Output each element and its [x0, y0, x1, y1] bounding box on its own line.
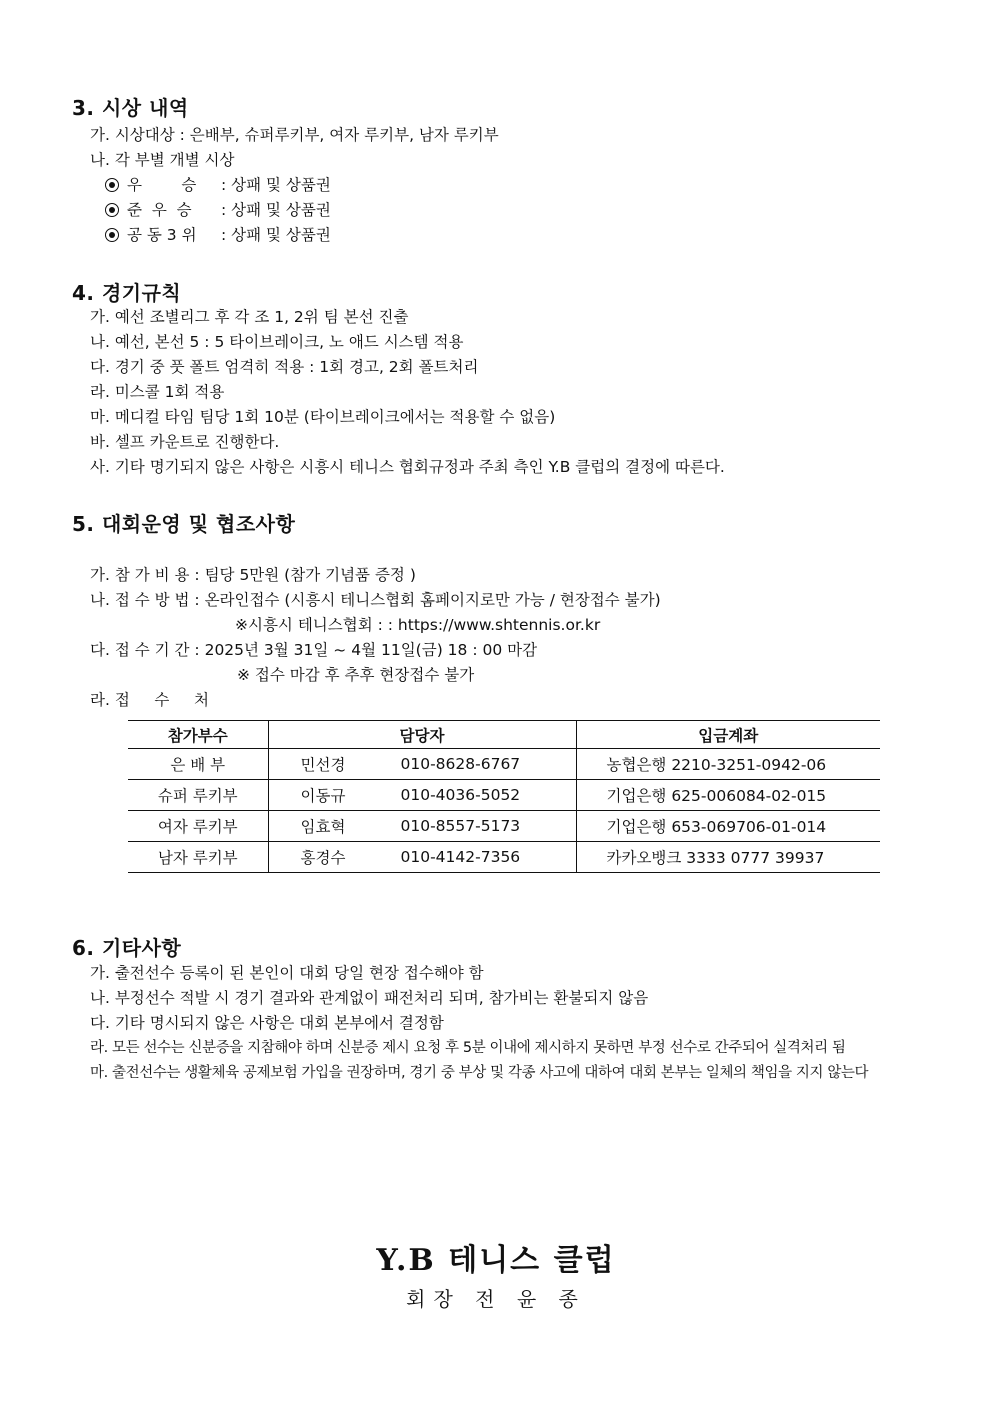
- manager-phone: 010-8628-6767: [400, 755, 521, 773]
- manager-cell: [268, 842, 576, 873]
- note-item: 라. 모든 선수는 신분증을 지참해야 하며 신분증 제시 요청 후 5분 이내에 제시하지 못하면 부정 선수로 간주되어 실격처리 됨: [90, 1040, 846, 1056]
- registration-table: [128, 720, 880, 873]
- radio-bullet-icon: [105, 178, 119, 192]
- section-3-title: 3. 시상 내역: [72, 96, 189, 120]
- entry-method: 나. 접 수 방 법 : 온라인접수 (시흥시 테니스협회 홈페이지로만 가능 / 현장접수 불가): [90, 591, 661, 609]
- division-cell: 남자 루키부: [128, 842, 268, 873]
- column-header: 입금계좌: [576, 721, 880, 749]
- awards-target: 가. 시상대상 : 은배부, 슈퍼루키부, 여자 루키부, 남자 루키부: [90, 126, 499, 144]
- manager-cell: [268, 749, 576, 780]
- table-row: [128, 780, 880, 811]
- manager-cell: [268, 811, 576, 842]
- note-item: 다. 기타 명시되지 않은 사항은 대회 본부에서 결정함: [90, 1014, 444, 1032]
- manager-phone: 010-4036-5052: [400, 786, 521, 804]
- rule-item: 다. 경기 중 풋 폴트 엄격히 적용 : 1회 경고, 2회 폴트처리: [90, 358, 479, 376]
- club-name: Y.B 테니스 클럽: [376, 1243, 616, 1278]
- awards-per-division: 나. 각 부별 개별 시상: [90, 151, 235, 169]
- entry-period-note: ※ 접수 마감 후 추후 현장접수 불가: [237, 666, 475, 684]
- note-item: 마. 출전선수는 생활체육 공제보험 가입을 권장하며, 경기 중 부상 및 각종 사고에 대하여 대회 본부는 일체의 책임을 지지 않는다: [90, 1065, 869, 1081]
- manager-name: 이동규: [300, 787, 346, 805]
- entry-fee: 가. 참 가 비 용 : 팀당 5만원 (참가 기념품 증정 ): [90, 566, 416, 584]
- section-5-title: 5. 대회운영 및 협조사항: [72, 512, 296, 536]
- manager-name: 민선경: [300, 756, 346, 774]
- table-header-row: [128, 721, 880, 749]
- manager-phone: 010-4142-7356: [400, 848, 521, 866]
- column-header: 참가부수: [128, 721, 268, 749]
- president-name: 회장 전 윤 종: [406, 1287, 586, 1311]
- rule-item: 바. 셀프 카운트로 진행한다.: [90, 433, 280, 451]
- award-item: 공 동 3 위 : 상패 및 상품권: [105, 225, 331, 245]
- entry-method-note: ※시흥시 테니스협회 : : https://www.shtennis.or.kr: [235, 616, 601, 634]
- award-item: 우 승 : 상패 및 상품권: [105, 175, 331, 195]
- manager-phone: 010-8557-5173: [400, 817, 521, 835]
- table-row: [128, 811, 880, 842]
- division-cell: 여자 루키부: [128, 811, 268, 842]
- division-cell: 슈퍼 루키부: [128, 780, 268, 811]
- account-cell: 기업은행 625-006084-02-015: [576, 780, 880, 811]
- division-cell: 은 배 부: [128, 749, 268, 780]
- manager-cell: [268, 780, 576, 811]
- account-cell: 카카오뱅크 3333 0777 39937: [576, 842, 880, 873]
- entry-period: 다. 접 수 기 간 : 2025년 3월 31일 ~ 4월 11일(금) 18 : 00 마감: [90, 641, 538, 659]
- rule-item: 가. 예선 조별리그 후 각 조 1, 2위 팀 본선 진출: [90, 308, 409, 326]
- rule-item: 라. 미스콜 1회 적용: [90, 383, 225, 401]
- manager-name: 임효혁: [300, 818, 346, 836]
- note-item: 가. 출전선수 등록이 된 본인이 대회 당일 현장 접수해야 함: [90, 964, 484, 982]
- award-item: 준 우 승 : 상패 및 상품권: [105, 200, 331, 220]
- table-row: [128, 749, 880, 780]
- radio-bullet-icon: [105, 203, 119, 217]
- section-6-title: 6. 기타사항: [72, 936, 182, 960]
- note-item: 나. 부정선수 적발 시 경기 결과와 관계없이 패전처리 되며, 참가비는 환불되지 않음: [90, 989, 649, 1007]
- account-cell: 기업은행 653-069706-01-014: [576, 811, 880, 842]
- rule-item: 마. 메디컬 타임 팀당 1회 10분 (타이브레이크에서는 적용할 수 없음): [90, 408, 556, 426]
- rule-item: 나. 예선, 본선 5 : 5 타이브레이크, 노 애드 시스템 적용: [90, 333, 464, 351]
- manager-name: 홍경수: [300, 849, 346, 867]
- account-cell: 농협은행 2210-3251-0942-06: [576, 749, 880, 780]
- section-4-title: 4. 경기규칙: [72, 281, 182, 305]
- column-header: 담당자: [268, 721, 576, 749]
- rule-item: 사. 기타 명기되지 않은 사항은 시흥시 테니스 협회규정과 주최 측인 Y.B 클럽의 결정에 따른다.: [90, 458, 725, 476]
- entry-place: 라. 접 수 처: [90, 691, 210, 709]
- table-row: [128, 842, 880, 873]
- radio-bullet-icon: [105, 228, 119, 242]
